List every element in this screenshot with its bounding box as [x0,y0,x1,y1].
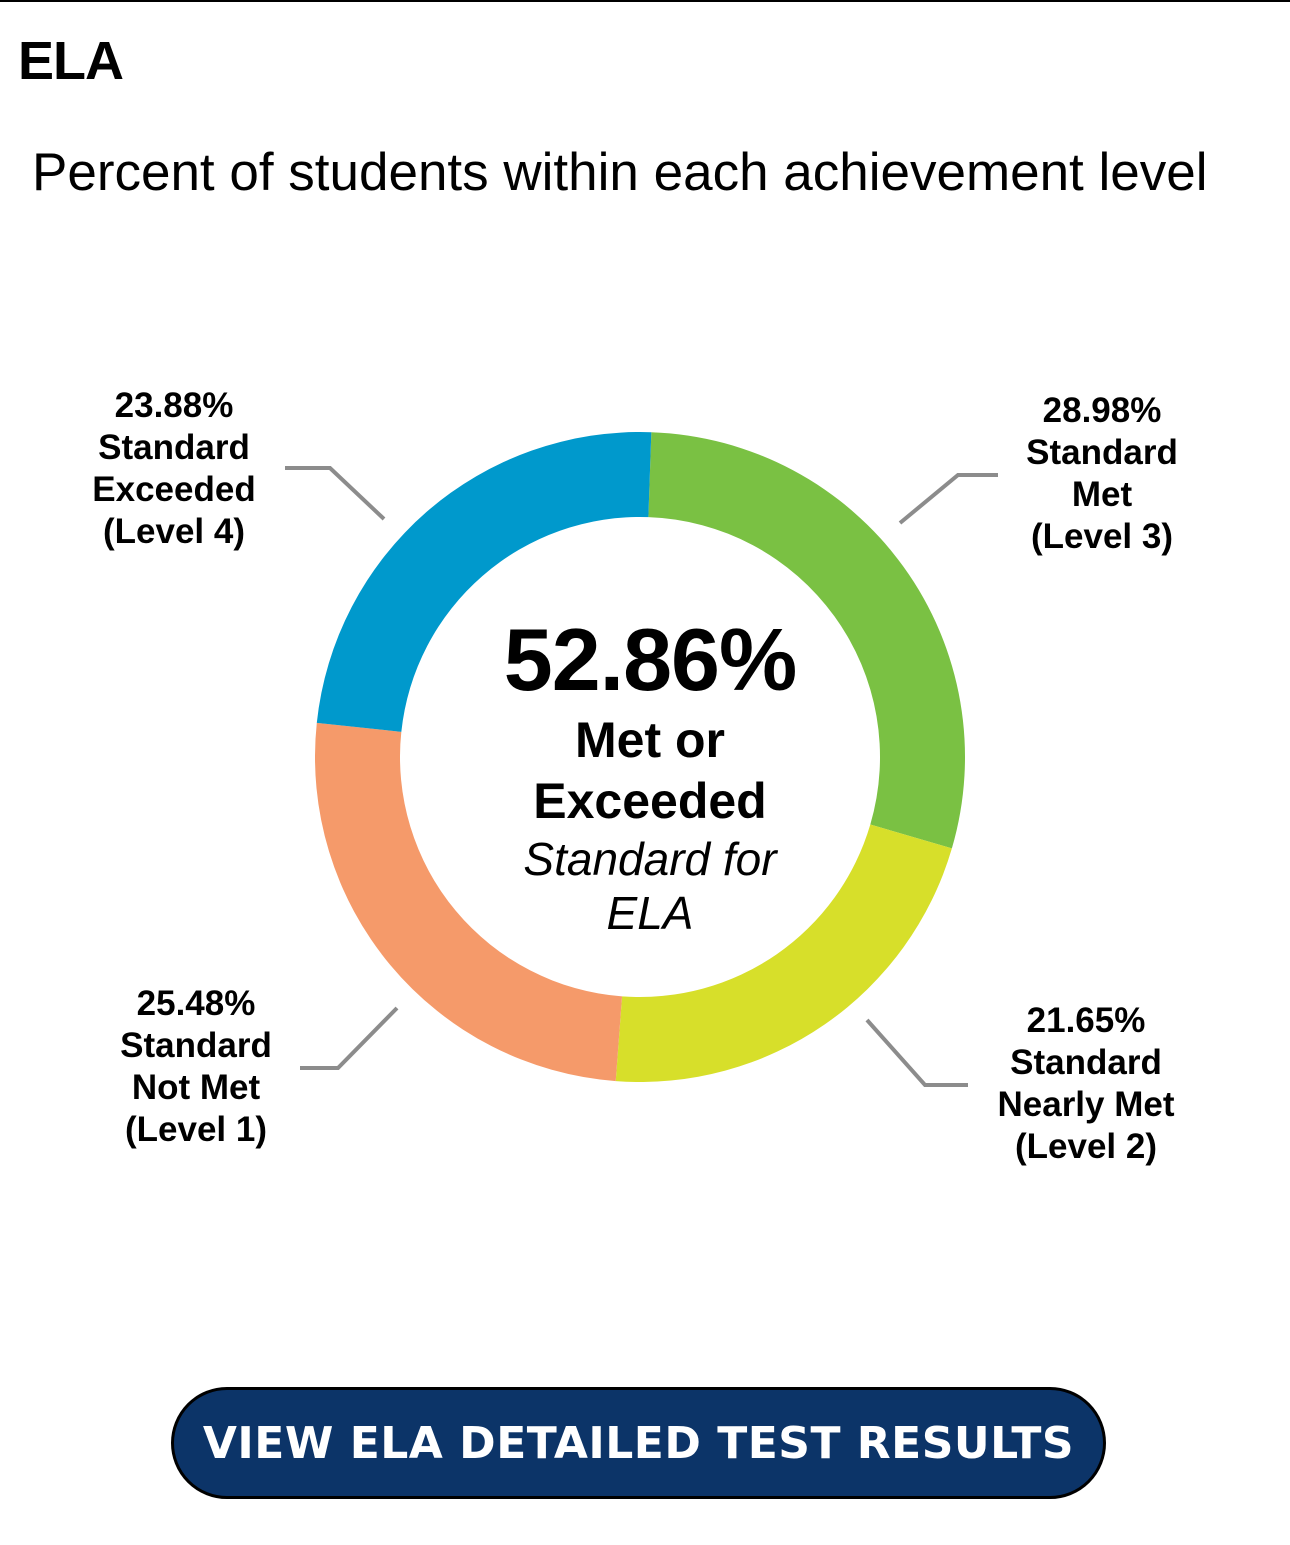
center-summary [440,610,860,940]
slice-pct: 28.98% [1042,391,1162,430]
slice-label-standard-exceeded [54,385,294,553]
slice-label-standard-nearly-met [966,1000,1206,1168]
slice-pct: 21.65% [1026,1001,1146,1040]
slice-line: (Level 1) [125,1110,267,1149]
slice-line: (Level 3) [1031,517,1173,556]
slice-line: Standard [1026,433,1178,472]
center-line-3: Standard for [523,833,777,885]
slice-line: (Level 4) [103,512,245,551]
chart-title: Percent of students within each achievement level [32,143,1208,202]
slice-pct: 23.88% [114,386,234,425]
center-line-2: Exceeded [533,773,767,829]
view-detailed-results-button[interactable] [171,1387,1106,1499]
slice-line: Standard [120,1026,272,1065]
met-or-exceeded-percent: 52.86% [503,610,797,709]
slice-line: Nearly Met [997,1085,1175,1124]
slice-line: Standard [98,428,250,467]
slice-line: Not Met [131,1068,261,1107]
section-title: ELA [18,31,123,91]
slice-line: (Level 2) [1015,1127,1157,1166]
leader-line-standard-nearly-met [867,1020,968,1085]
center-line-1: Met or [575,712,725,768]
center-line-4: ELA [606,887,694,939]
slice-label-standard-not-met [76,983,316,1151]
slice-pct: 25.48% [136,984,256,1023]
slice-line: Exceeded [92,470,256,509]
leader-line-standard-exceeded [285,468,384,519]
view-detailed-results-label: VIEW ELA DETAILED TEST RESULTS [202,1417,1075,1469]
slice-label-standard-met [982,390,1222,558]
slice-line: Standard [1010,1043,1162,1082]
slice-line: Met [1071,475,1133,514]
